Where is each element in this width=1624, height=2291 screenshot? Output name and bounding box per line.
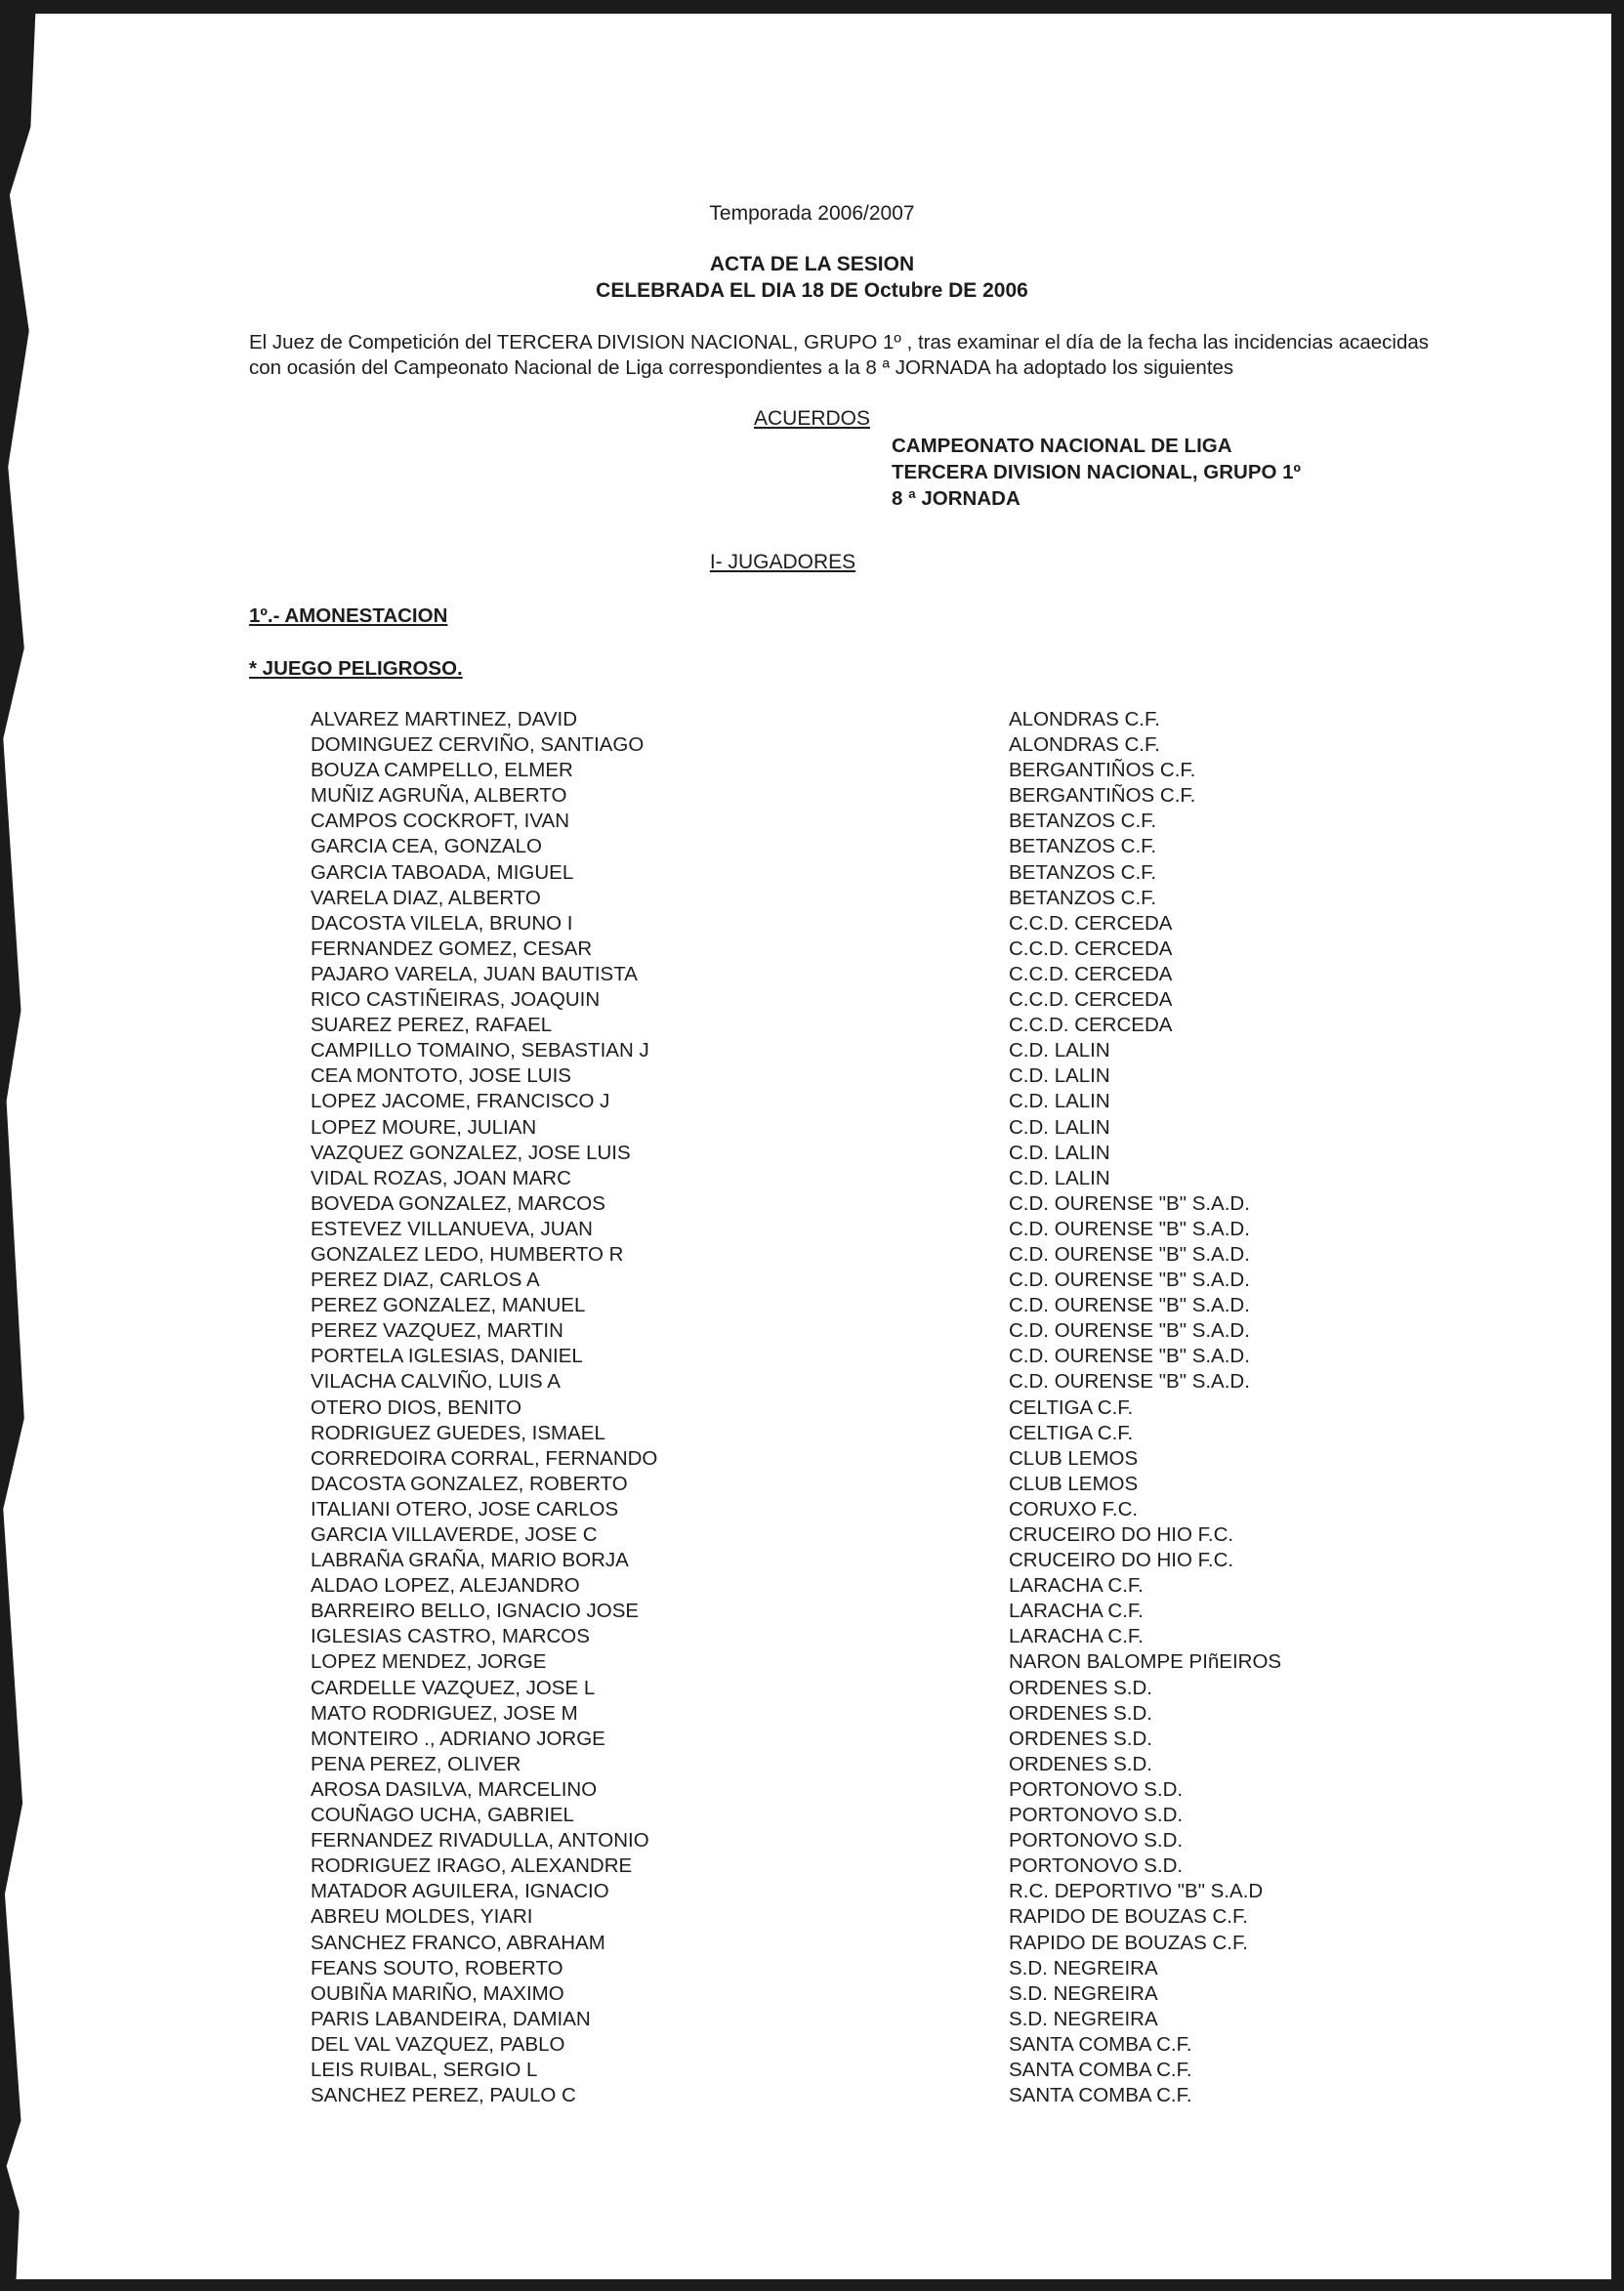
player-name: SANCHEZ FRANCO, ABRAHAM <box>311 1931 605 1954</box>
player-name: VIDAL ROZAS, JOAN MARC <box>311 1166 571 1189</box>
list-item <box>311 1522 1365 1548</box>
player-name: MONTEIRO ., ADRIANO JORGE <box>311 1727 605 1750</box>
player-name: SANCHEZ PEREZ, PAULO C <box>311 2084 576 2107</box>
player-name: LABRAÑA GRAÑA, MARIO BORJA <box>311 1549 629 1572</box>
player-team: NARON BALOMPE PIñEIROS <box>1009 1650 1282 1674</box>
list-item <box>311 1701 1365 1727</box>
list-item <box>311 732 1365 758</box>
player-team: C.D. LALIN <box>1009 1090 1110 1113</box>
player-team: S.D. NEGREIRA <box>1009 1956 1158 1979</box>
list-item <box>311 1166 1365 1191</box>
section-heading <box>0 551 1565 574</box>
list-item <box>311 1828 1365 1854</box>
player-team: CELTIGA C.F. <box>1009 1395 1134 1419</box>
player-name: GONZALEZ LEDO, HUMBERTO R <box>311 1242 624 1266</box>
list-item <box>311 1854 1365 1879</box>
player-team: C.D. OURENSE "B" S.A.D. <box>1009 1345 1250 1368</box>
list-item <box>311 1038 1365 1063</box>
list-item <box>311 1649 1365 1675</box>
player-name: PEREZ VAZQUEZ, MARTIN <box>311 1319 563 1343</box>
season-text: Temporada 2006/2007 <box>709 202 915 225</box>
player-name: ITALIANI OTERO, JOSE CARLOS <box>311 1497 619 1520</box>
list-item <box>311 1344 1365 1369</box>
player-name: SUAREZ PEREZ, RAFAEL <box>311 1014 553 1037</box>
player-team: C.C.D. CERCEDA <box>1009 911 1173 935</box>
player-name: ESTEVEZ VILLANUEVA, JUAN <box>311 1217 593 1240</box>
player-team: S.D. NEGREIRA <box>1009 2007 1158 2030</box>
competition-block <box>892 433 1301 512</box>
player-team: RAPIDO DE BOUZAS C.F. <box>1009 1905 1248 1929</box>
list-item <box>311 1395 1365 1421</box>
list-item <box>311 1063 1365 1089</box>
player-name: GARCIA VILLAVERDE, JOSE C <box>311 1523 598 1546</box>
player-name: IGLESIAS CASTRO, MARCOS <box>311 1625 590 1648</box>
session-date-heading <box>0 279 1624 303</box>
player-name: BARREIRO BELLO, IGNACIO JOSE <box>311 1600 640 1623</box>
player-team: C.D. OURENSE "B" S.A.D. <box>1009 1217 1250 1240</box>
player-name: DACOSTA GONZALEZ, ROBERTO <box>311 1472 628 1495</box>
player-name: VAZQUEZ GONZALEZ, JOSE LUIS <box>311 1141 631 1164</box>
list-item <box>311 860 1365 886</box>
player-team: C.D. OURENSE "B" S.A.D. <box>1009 1294 1250 1317</box>
player-team: PORTONOVO S.D. <box>1009 1804 1184 1827</box>
list-item <box>311 783 1365 809</box>
player-team: ORDENES S.D. <box>1009 1752 1152 1775</box>
player-name: DEL VAL VAZQUEZ, PABLO <box>311 2032 565 2056</box>
list-item <box>311 1472 1365 1497</box>
player-team: BETANZOS C.F. <box>1009 886 1157 909</box>
season-heading <box>0 202 1624 226</box>
player-team: PORTONOVO S.D. <box>1009 1854 1184 1878</box>
category-heading: * JUEGO PELIGROSO. <box>249 657 463 680</box>
player-team: CRUCEIRO DO HIO F.C. <box>1009 1523 1234 1546</box>
list-item <box>311 1217 1365 1242</box>
player-team: ORDENES S.D. <box>1009 1701 1152 1725</box>
player-name: VARELA DIAZ, ALBERTO <box>311 886 541 909</box>
list-item <box>311 1599 1365 1624</box>
acta-heading <box>0 253 1624 276</box>
player-team: C.D. LALIN <box>1009 1141 1110 1164</box>
player-name: PENA PEREZ, OLIVER <box>311 1752 521 1775</box>
player-team: LARACHA C.F. <box>1009 1625 1144 1648</box>
list-item <box>311 1956 1365 1981</box>
list-item <box>311 1931 1365 1956</box>
player-name: DACOSTA VILELA, BRUNO I <box>311 911 573 935</box>
subsection-heading: 1º.- AMONESTACION <box>249 604 448 627</box>
list-item <box>311 1013 1365 1038</box>
acuerdos-text: ACUERDOS <box>753 407 871 430</box>
player-name: DOMINGUEZ CERVIÑO, SANTIAGO <box>311 733 645 757</box>
competition-line-2: TERCERA DIVISION NACIONAL, GRUPO 1º <box>892 461 1302 483</box>
list-item <box>311 809 1365 834</box>
player-team: ORDENES S.D. <box>1009 1727 1152 1750</box>
player-name: BOVEDA GONZALEZ, MARCOS <box>311 1191 605 1215</box>
player-name: RICO CASTIÑEIRAS, JOAQUIN <box>311 988 601 1012</box>
player-name: GARCIA TABOADA, MIGUEL <box>311 860 574 884</box>
list-item <box>311 1318 1365 1344</box>
player-team: BETANZOS C.F. <box>1009 810 1157 833</box>
intro-paragraph: El Juez de Competición del TERCERA DIVISION NACIONAL, GRUPO 1º , tras examinar el día de la fecha las incidencias acaecidas con ocasión del Campeonato Nacional de Liga correspondientes a la 8 ª JORNADA ha adoptado los siguientes <box>249 331 1430 379</box>
player-team: C.D. OURENSE "B" S.A.D. <box>1009 1242 1250 1266</box>
player-name: OTERO DIOS, BENITO <box>311 1395 522 1419</box>
list-item <box>311 962 1365 987</box>
player-name: ABREU MOLDES, YIARI <box>311 1905 533 1929</box>
player-name: MUÑIZ AGRUÑA, ALBERTO <box>311 784 567 808</box>
list-item <box>311 1904 1365 1930</box>
list-item <box>311 2083 1365 2108</box>
player-team: CLUB LEMOS <box>1009 1472 1139 1495</box>
player-team: C.C.D. CERCEDA <box>1009 988 1173 1012</box>
list-item <box>311 1548 1365 1573</box>
player-name: RODRIGUEZ IRAGO, ALEXANDRE <box>311 1854 633 1878</box>
list-item <box>311 911 1365 937</box>
player-team: CORUXO F.C. <box>1009 1497 1139 1520</box>
player-name: CAMPOS COCKROFT, IVAN <box>311 810 570 833</box>
list-item <box>311 1089 1365 1114</box>
session-date-text: CELEBRADA EL DIA 18 DE Octubre DE 2006 <box>596 279 1028 302</box>
player-name: OUBIÑA MARIÑO, MAXIMO <box>311 1981 564 2005</box>
list-item <box>311 886 1365 911</box>
list-item <box>311 1421 1365 1446</box>
list-item <box>311 1293 1365 1318</box>
player-team: PORTONOVO S.D. <box>1009 1829 1184 1853</box>
list-item <box>311 1573 1365 1599</box>
player-team: BERGANTIÑOS C.F. <box>1009 759 1196 782</box>
player-name: FEANS SOUTO, ROBERTO <box>311 1956 563 1979</box>
list-item <box>311 987 1365 1013</box>
player-name: LOPEZ MOURE, JULIAN <box>311 1115 537 1139</box>
list-item <box>311 834 1365 859</box>
list-item <box>311 1752 1365 1777</box>
player-team: C.D. LALIN <box>1009 1166 1110 1189</box>
player-name: MATADOR AGUILERA, IGNACIO <box>311 1880 609 1903</box>
player-name: RODRIGUEZ GUEDES, ISMAEL <box>311 1421 605 1444</box>
player-team: SANTA COMBA C.F. <box>1009 2084 1192 2107</box>
competition-line-1: CAMPEONATO NACIONAL DE LIGA <box>892 435 1232 457</box>
list-item <box>311 2058 1365 2083</box>
player-team: C.D. LALIN <box>1009 1039 1110 1062</box>
player-team: CRUCEIRO DO HIO F.C. <box>1009 1549 1234 1572</box>
list-item <box>311 1879 1365 1904</box>
player-name: PARIS LABANDEIRA, DAMIAN <box>311 2007 591 2030</box>
player-name: COUÑAGO UCHA, GABRIEL <box>311 1804 574 1827</box>
player-name: GARCIA CEA, GONZALO <box>311 835 542 858</box>
list-item <box>311 1676 1365 1701</box>
player-name: CARDELLE VAZQUEZ, JOSE L <box>311 1676 596 1699</box>
list-item <box>311 1803 1365 1828</box>
player-team: C.D. OURENSE "B" S.A.D. <box>1009 1370 1250 1394</box>
player-team: ORDENES S.D. <box>1009 1676 1152 1699</box>
player-name: FERNANDEZ RIVADULLA, ANTONIO <box>311 1829 649 1853</box>
section-text: I- JUGADORES <box>709 551 856 573</box>
list-item <box>311 1981 1365 2007</box>
player-team: SANTA COMBA C.F. <box>1009 2032 1192 2056</box>
list-item <box>311 1115 1365 1141</box>
player-name: LOPEZ JACOME, FRANCISCO J <box>311 1090 610 1113</box>
list-item <box>311 1727 1365 1752</box>
player-name: VILACHA CALVIÑO, LUIS A <box>311 1370 561 1394</box>
player-name: BOUZA CAMPELLO, ELMER <box>311 759 573 782</box>
player-team: C.D. LALIN <box>1009 1115 1110 1139</box>
list-item <box>311 2032 1365 2058</box>
list-item <box>311 937 1365 962</box>
player-name: MATO RODRIGUEZ, JOSE M <box>311 1701 578 1725</box>
player-name: CORREDOIRA CORRAL, FERNANDO <box>311 1446 658 1470</box>
player-team: S.D. NEGREIRA <box>1009 1981 1158 2005</box>
list-item <box>311 1268 1365 1293</box>
list-item <box>311 1242 1365 1268</box>
player-team: CLUB LEMOS <box>1009 1446 1139 1470</box>
player-name: CEA MONTOTO, JOSE LUIS <box>311 1064 571 1088</box>
player-team: C.D. OURENSE "B" S.A.D. <box>1009 1191 1250 1215</box>
player-team: RAPIDO DE BOUZAS C.F. <box>1009 1931 1248 1954</box>
player-team: LARACHA C.F. <box>1009 1600 1144 1623</box>
player-name: CAMPILLO TOMAINO, SEBASTIAN J <box>311 1039 649 1062</box>
player-team: CELTIGA C.F. <box>1009 1421 1134 1444</box>
player-name: LEIS RUIBAL, SERGIO L <box>311 2058 538 2081</box>
list-item <box>311 1141 1365 1166</box>
player-name: PORTELA IGLESIAS, DANIEL <box>311 1345 583 1368</box>
list-item <box>311 1497 1365 1522</box>
list-item <box>311 1777 1365 1803</box>
list-item <box>311 1624 1365 1649</box>
player-team: BETANZOS C.F. <box>1009 860 1157 884</box>
player-name: LOPEZ MENDEZ, JORGE <box>311 1650 547 1674</box>
player-team: C.C.D. CERCEDA <box>1009 937 1173 960</box>
player-name: PEREZ DIAZ, CARLOS A <box>311 1269 540 1292</box>
player-list <box>311 707 1365 2108</box>
player-team: BERGANTIÑOS C.F. <box>1009 784 1196 808</box>
player-team: ALONDRAS C.F. <box>1009 708 1160 730</box>
acuerdos-heading <box>0 407 1624 431</box>
player-name: ALDAO LOPEZ, ALEJANDRO <box>311 1574 580 1598</box>
player-team: BETANZOS C.F. <box>1009 835 1157 858</box>
player-team: R.C. DEPORTIVO "B" S.A.D <box>1009 1880 1264 1903</box>
list-item <box>311 758 1365 783</box>
player-name: PEREZ GONZALEZ, MANUEL <box>311 1294 586 1317</box>
player-team: C.C.D. CERCEDA <box>1009 962 1173 985</box>
list-item <box>311 2007 1365 2032</box>
list-item <box>311 707 1365 732</box>
player-name: PAJARO VARELA, JUAN BAUTISTA <box>311 962 638 985</box>
player-name: AROSA DASILVA, MARCELINO <box>311 1777 598 1801</box>
player-team: LARACHA C.F. <box>1009 1574 1144 1598</box>
player-name: FERNANDEZ GOMEZ, CESAR <box>311 937 593 960</box>
player-team: SANTA COMBA C.F. <box>1009 2058 1192 2081</box>
player-team: C.D. LALIN <box>1009 1064 1110 1088</box>
acta-text: ACTA DE LA SESION <box>709 253 915 275</box>
player-team: C.D. OURENSE "B" S.A.D. <box>1009 1319 1250 1343</box>
player-name: ALVAREZ MARTINEZ, DAVID <box>311 708 577 730</box>
competition-line-3: 8 ª JORNADA <box>892 487 1020 510</box>
player-team: ALONDRAS C.F. <box>1009 733 1160 757</box>
list-item <box>311 1191 1365 1217</box>
list-item <box>311 1369 1365 1395</box>
list-item <box>311 1446 1365 1472</box>
player-team: PORTONOVO S.D. <box>1009 1777 1184 1801</box>
player-team: C.D. OURENSE "B" S.A.D. <box>1009 1269 1250 1292</box>
player-team: C.C.D. CERCEDA <box>1009 1014 1173 1037</box>
